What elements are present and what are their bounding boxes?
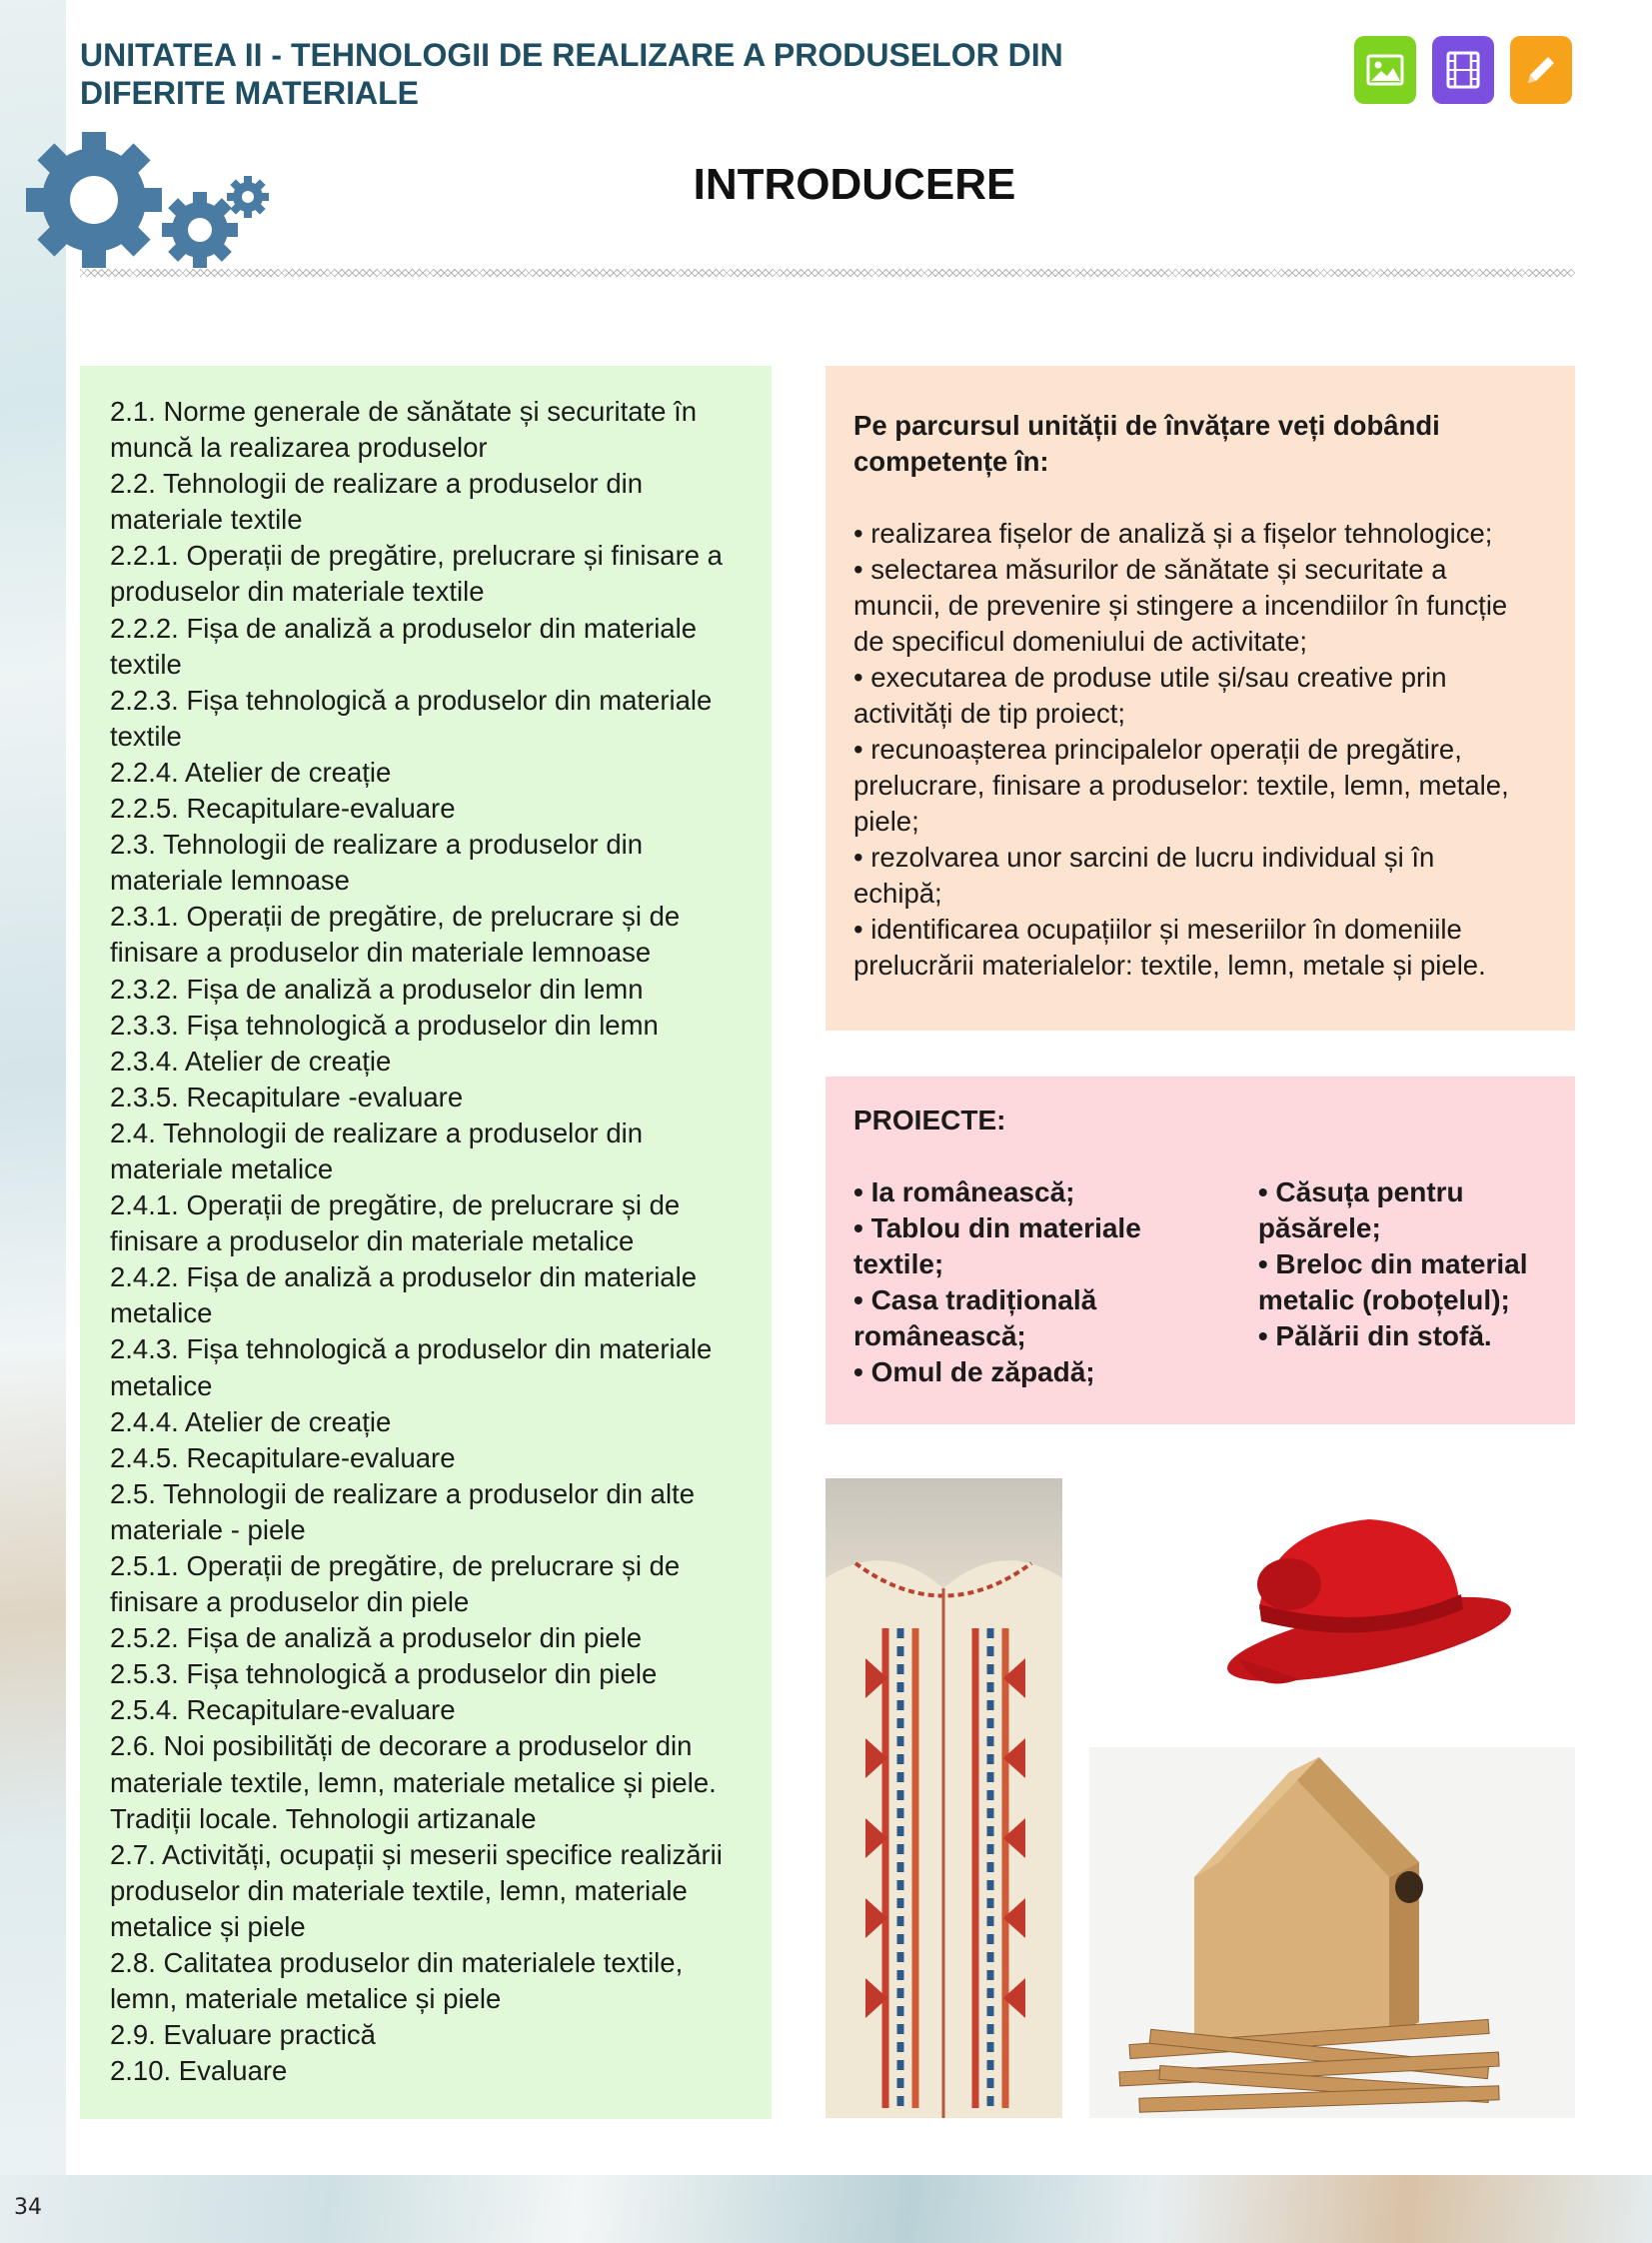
toc-item: 2.5.2. Fișa de analiză a produselor din piele bbox=[110, 1622, 643, 1654]
gears-icon bbox=[22, 125, 272, 285]
project-item: • Omul de zăpadă; bbox=[853, 1356, 1095, 1387]
toc-item: 2.5.1. Operații de pregătire, de prelucrare și de bbox=[110, 1550, 681, 1581]
toc-item: finisare a produselor din piele bbox=[110, 1586, 470, 1618]
competences-box bbox=[826, 366, 1575, 1031]
toc-item: 2.4.2. Fișa de analiză a produselor din materiale bbox=[110, 1261, 698, 1293]
toc-item: 2.2.5. Recapitulare-evaluare bbox=[110, 793, 456, 825]
competences-list bbox=[853, 516, 1547, 984]
unit-title: UNITATEA II - TEHNOLOGII DE REALIZARE A PRODUSELOR DIN DIFERITE MATERIALE bbox=[80, 37, 1063, 111]
toc-item: Tradiții locale. Tehnologii artizanale bbox=[110, 1802, 537, 1834]
toc-item: 2.5.4. Recapitulare-evaluare bbox=[110, 1694, 456, 1726]
competence-line: prelucrării materialelor: textile, lemn, metale și piele. bbox=[853, 950, 1486, 981]
toc-item: 2.1. Norme generale de sănătate și securitate în bbox=[110, 396, 698, 427]
competence-line: muncii, de prevenire și stingere a incendiilor în funcție bbox=[853, 590, 1508, 621]
toc-item: 2.4.3. Fișa tehnologică a produselor din materiale bbox=[110, 1333, 713, 1365]
toc-item: 2.4. Tehnologii de realizare a produselor din bbox=[110, 1117, 644, 1148]
toc-item: materiale metalice bbox=[110, 1152, 334, 1184]
toc-item: produselor din materiale textile bbox=[110, 576, 485, 608]
toc-item: 2.10. Evaluare bbox=[110, 2055, 288, 2087]
competence-line: piele; bbox=[853, 806, 919, 837]
competence-line: echipă; bbox=[853, 878, 942, 909]
toc-list bbox=[110, 394, 742, 2089]
toc-item: 2.2.4. Atelier de creație bbox=[110, 756, 392, 788]
competence-line: • recunoașterea principalelor operații de pregătire, bbox=[853, 734, 1462, 765]
blouse-photo bbox=[826, 1478, 1062, 2118]
toc-item: 2.3.3. Fișa tehnologică a produselor din lemn bbox=[110, 1009, 659, 1041]
toc-item: 2.2.3. Fișa tehnologică a produselor din materiale bbox=[110, 684, 713, 716]
project-item: • Căsuța pentru bbox=[1257, 1176, 1464, 1207]
page-number: 34 bbox=[14, 2195, 42, 2220]
toc-item: 2.2. Tehnologii de realizare a produselor din bbox=[110, 468, 644, 500]
project-item: păsărele; bbox=[1257, 1212, 1381, 1243]
toc-item: materiale textile, lemn, materiale metalice și piele. bbox=[110, 1766, 717, 1798]
toc-item: metalice bbox=[110, 1297, 213, 1329]
project-item: • Pălării din stofă. bbox=[1257, 1320, 1492, 1351]
pencil-icon[interactable] bbox=[1510, 36, 1572, 104]
competence-line: de specificul domeniului de activitate; bbox=[853, 626, 1308, 657]
project-item: • Breloc din material bbox=[1257, 1248, 1528, 1279]
projects-box bbox=[826, 1077, 1575, 1424]
section-title: INTRODUCERE bbox=[693, 160, 1016, 209]
competence-line: • rezolvarea unor sarcini de lucru individual și în bbox=[853, 842, 1435, 873]
competences-heading-line: Pe parcursul unității de învățare veți dobândi bbox=[853, 410, 1440, 441]
toc-item: 2.3.5. Recapitulare -evaluare bbox=[110, 1081, 464, 1113]
project-item: românească; bbox=[853, 1320, 1026, 1351]
image-icon[interactable] bbox=[1354, 36, 1416, 104]
competence-line: • realizarea fișelor de analiză și a fișelor tehnologice; bbox=[853, 518, 1493, 549]
project-item: • Tablou din materiale bbox=[853, 1212, 1141, 1243]
toc-item: 2.4.4. Atelier de creație bbox=[110, 1405, 392, 1437]
marble-bottom-decoration bbox=[0, 2175, 1652, 2243]
projects-list-right bbox=[1258, 1174, 1547, 1390]
toc-item: 2.3.2. Fișa de analiză a produselor din lemn bbox=[110, 973, 644, 1005]
table-of-contents bbox=[80, 366, 772, 2119]
competences-heading bbox=[853, 408, 1547, 480]
toc-item: 2.5. Tehnologii de realizare a produselor din alte bbox=[110, 1477, 696, 1509]
birdhouse-photo bbox=[1089, 1747, 1575, 2118]
project-item: • Ia românească; bbox=[853, 1176, 1075, 1207]
toc-item: materiale lemnoase bbox=[110, 865, 350, 897]
toc-item: 2.4.5. Recapitulare-evaluare bbox=[110, 1441, 456, 1473]
toc-item: textile bbox=[110, 720, 182, 752]
toc-item: finisare a produselor din materiale metalice bbox=[110, 1225, 635, 1257]
media-icons bbox=[1354, 36, 1572, 104]
competence-line: • executarea de produse utile și/sau creative prin bbox=[853, 662, 1447, 693]
competence-line: • identificarea ocupațiilor și meseriilor în domeniile bbox=[853, 914, 1462, 945]
toc-item: materiale - piele bbox=[110, 1513, 306, 1545]
header-divider bbox=[80, 269, 1575, 277]
toc-item: 2.4.1. Operații de pregătire, de prelucrare și de bbox=[110, 1189, 681, 1221]
toc-item: 2.8. Calitatea produselor din materialele textile, bbox=[110, 1947, 684, 1979]
toc-item: metalice și piele bbox=[110, 1910, 306, 1942]
toc-item: 2.3.1. Operații de pregătire, de prelucrare și de bbox=[110, 901, 681, 933]
toc-item: produselor din materiale textile, lemn, materiale bbox=[110, 1874, 688, 1906]
project-item: metalic (roboțelul); bbox=[1257, 1284, 1510, 1315]
competences-heading-line: competențe în: bbox=[853, 446, 1049, 477]
toc-item: materiale textile bbox=[110, 504, 303, 536]
toc-item: 2.9. Evaluare practică bbox=[110, 2019, 376, 2051]
toc-item: 2.2.2. Fișa de analiză a produselor din materiale bbox=[110, 612, 698, 644]
competence-line: activități de tip proiect; bbox=[853, 698, 1126, 729]
toc-item: 2.2.1. Operații de pregătire, prelucrare și finisare a bbox=[110, 540, 723, 572]
project-item: textile; bbox=[853, 1248, 944, 1279]
toc-item: 2.7. Activități, ocupații și meserii specifice realizării bbox=[110, 1838, 723, 1870]
projects-heading: PROIECTE: bbox=[853, 1105, 1006, 1135]
toc-item: textile bbox=[110, 648, 182, 680]
toc-item: muncă la realizarea produselor bbox=[110, 432, 488, 464]
toc-item: lemn, materiale metalice și piele bbox=[110, 1983, 502, 2015]
toc-item: 2.3. Tehnologii de realizare a produselor din bbox=[110, 829, 644, 861]
project-item: • Casa tradițională bbox=[853, 1284, 1097, 1315]
toc-item: 2.3.4. Atelier de creație bbox=[110, 1045, 392, 1077]
marble-side-decoration bbox=[0, 0, 66, 2243]
toc-item: finisare a produselor din materiale lemnoase bbox=[110, 937, 652, 969]
film-icon[interactable] bbox=[1432, 36, 1494, 104]
red-hat-photo bbox=[1219, 1489, 1515, 1701]
toc-item: metalice bbox=[110, 1369, 213, 1401]
projects-list-left bbox=[853, 1174, 1258, 1390]
toc-item: 2.5.3. Fișa tehnologică a produselor din piele bbox=[110, 1658, 658, 1690]
toc-item: 2.6. Noi posibilități de decorare a produselor din bbox=[110, 1730, 693, 1762]
competence-line: • selectarea măsurilor de sănătate și securitate a bbox=[853, 554, 1447, 585]
competence-line: prelucrare, finisare a produselor: textile, lemn, metale, bbox=[853, 770, 1509, 801]
